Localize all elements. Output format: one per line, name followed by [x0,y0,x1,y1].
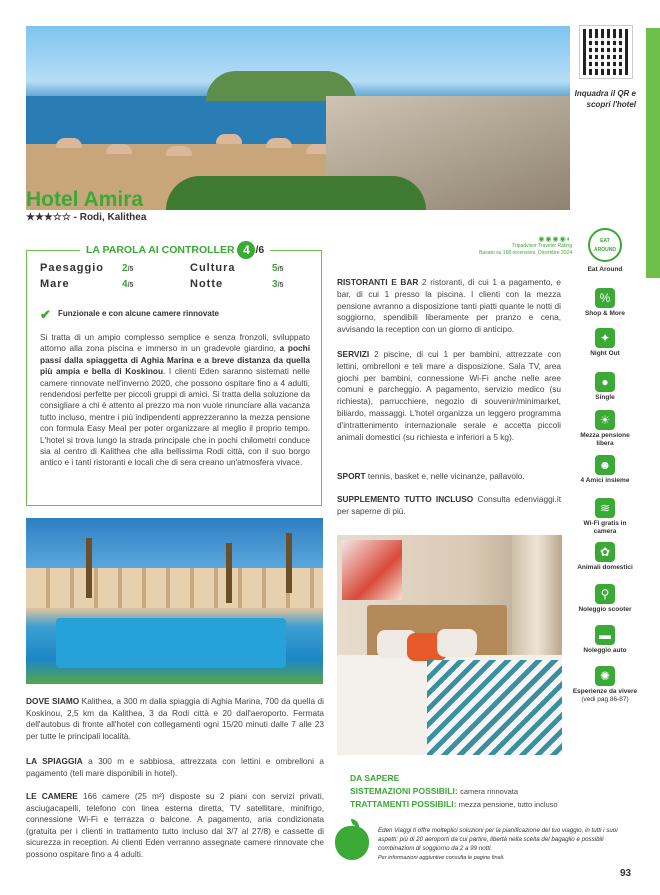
section-servizi: SERVIZI 2 piscine, di cui 1 per bambini, attrezzate con lettini, ombrelloni e teli mare a disposizione. Sala TV, area giochi per bambini, connessione Wi-Fi anche nelle aree comuni e parcheggio. A pagamento, servizio medico (su richiesta), parrucchiere, negozio di souvenir/minimarket, biliardo, massaggi. L'hotel organizza un leggero programma d'intrattenimento internazionale serale e accetta piccoli animali domestici (su richiesta e inferiori a 5 kg). [337,349,561,442]
half-board-icon: ☀ Mezza pensione libera [572,410,638,447]
hero-photo [26,26,570,210]
scooter-icon: ⚲ Noleggio scooter [572,584,638,614]
section-ristoranti: RISTORANTI E BAR 2 ristoranti, di cui 1 a pagamento, e bar, di cui 1 presso la piscina. I clienti con la mezza pensione avranno a disposizione tanti piatti quante le notti di soggiorno, spendibili liberamente per pranzo e cena, avvisando la reception con un giorno di anticipo. [337,277,561,335]
pets-icon: ✿ Animali domestici [572,542,638,572]
experiences-icon: ✺ Esperienze da vivere (vedi pag 86-87) [572,666,638,703]
star-rating: ★★★☆☆ [26,212,71,223]
check-icon: ✔ [40,307,51,322]
score-value: 2/5 [122,263,134,274]
score-value: 5/5 [272,263,284,274]
wifi-icon: ≋ Wi-Fi gratis in camera [572,498,638,535]
score-value: 3/5 [272,279,284,290]
section-dove-siamo: DOVE SIAMO Kalithea, a 300 m dalla spiaggia di Aghia Marina, 700 da quella di Koskinou, 2,5 km da Kalithea, 3 da Rodi città e 20 dall'aeroporto. Fermata dell'autobus di fronte all'hotel con collegamenti ogni 15/20 minuti dalle 7 alle 23 per tutte le principali località. [26,696,324,741]
controller-rating-heading: LA PAROLA AI CONTROLLER 4 /6 [80,240,270,260]
tripadvisor-bubbles-icon: ◉◉◉◉◐ [538,236,572,243]
section-camere: LE CAMERE 166 camere (25 m²) disposte su 2 piani con servizi privati, asciugacapelli, telefono con linea esterna diretta, TV satellitare, minifrigo, connessione Wi-Fi e terrazza o balcone. A pagamento, aria condizionata (gratuita per i clienti in trattamento tutto incluso dal 3/7 al 27/8) e cassette di sicurezza in reception. Ai clienti Eden verranno assegnate camere rinnovate che possono ospitare fino a 4 adulti. [26,791,324,859]
single-icon: ● Single [572,372,638,402]
score-value: 4/5 [122,279,134,290]
room-photo [337,535,562,755]
da-sapere-box: DA SAPERE SISTEMAZIONI POSSIBILI: camera rinnovata TRATTAMENTI POSSIBILI: mezza pensione, tutto incluso [350,773,558,810]
hotel-description: Si tratta di un ampio complesso semplice e senza fronzoli, sviluppato attorno alla zona piscina e immerso in un gradevole giardino, a pochi passi dalla spiaggetta di Aghia Marina e a breve distanza da quella più ampia e bella di Koskinou. I clienti Eden saranno sistemati nelle camere rinnovate nell'inverno 2020, che possono ospitare fino a 4 adulti, rendendosi perfette per piccoli gruppi di amici. Si tratta della soluzione da consigliare a chi è attento al prezzo ma non vuole rinunciare alla vacanza tutto incluso, mentre i più indipendenti apprezzeranno la mezza pensione con formula Easy Meal per poter organizzare al meglio il proprio tempo. L'hotel si trova lungo la strada principale che in pochi chilometri conduce sia al centro di Kalithea che alla bellissima Rodi città, con il suo borgo antico e i tanti ristoranti e locali che di sera creano un'atmosfera vivace. [40,332,311,468]
section-supplemento: SUPPLEMENTO TUTTO INCLUSO Consulta edenviaggi.it per saperne di più. [337,494,562,516]
night-out-icon: ✦ Night Out [572,328,638,358]
four-friends-icon: ☻ 4 Amici insieme [572,455,638,485]
score-item: Notte [190,278,224,290]
score-item: Cultura [190,262,236,274]
hotel-location: - Rodi, Kalithea [73,212,147,223]
shop-more-icon: % Shop & More [572,288,638,318]
eat-around-badge: EAT AROUND [588,228,622,262]
score-item: Paesaggio [40,262,105,274]
page-number: 93 [620,868,632,879]
tripadvisor-rating: ◉◉◉◉◐ Tripadvisor Traveler Rating Basato su 168 recensioni, Dicembre 2024 [462,236,572,257]
footnote: Eden Viaggi ti offre molteplici soluzioni per la pianificazione del tuo viaggio, in tutti i suoi aspetti: più di 20 aeroporti da cui partire, libertà nella scelta del bagaglio e possibili combinazioni di soggiorno da 2 a 99 notti. Per informazioni aggiuntive consulta le pagine finali. [378,827,618,861]
score-item: Mare [40,278,70,290]
section-spiaggia: LA SPIAGGIA a 300 m e sabbiosa, attrezzata con lettini e ombrelloni a pagamento (teli mare disponibili in hotel). [26,756,324,778]
controller-score-max: /6 [255,244,265,256]
qr-code[interactable] [580,26,632,78]
qr-caption: Inquadra il QR e scopri l'hotel [574,89,636,109]
side-accent-bar [646,28,660,278]
controller-score-badge: 4 [237,241,255,259]
pool-photo [26,518,323,684]
eat-around-icon: Eat Around [587,266,623,273]
hotel-name: Hotel Amira [26,188,144,211]
feature-text: Funzionale e con alcune camere rinnovate [58,309,219,318]
section-sport: SPORT tennis, basket e, nelle vicinanze, pallavolo. [337,471,525,481]
hotel-subtitle [26,212,146,223]
apple-logo-icon [335,826,369,860]
car-icon: ▬ Noleggio auto [572,625,638,655]
